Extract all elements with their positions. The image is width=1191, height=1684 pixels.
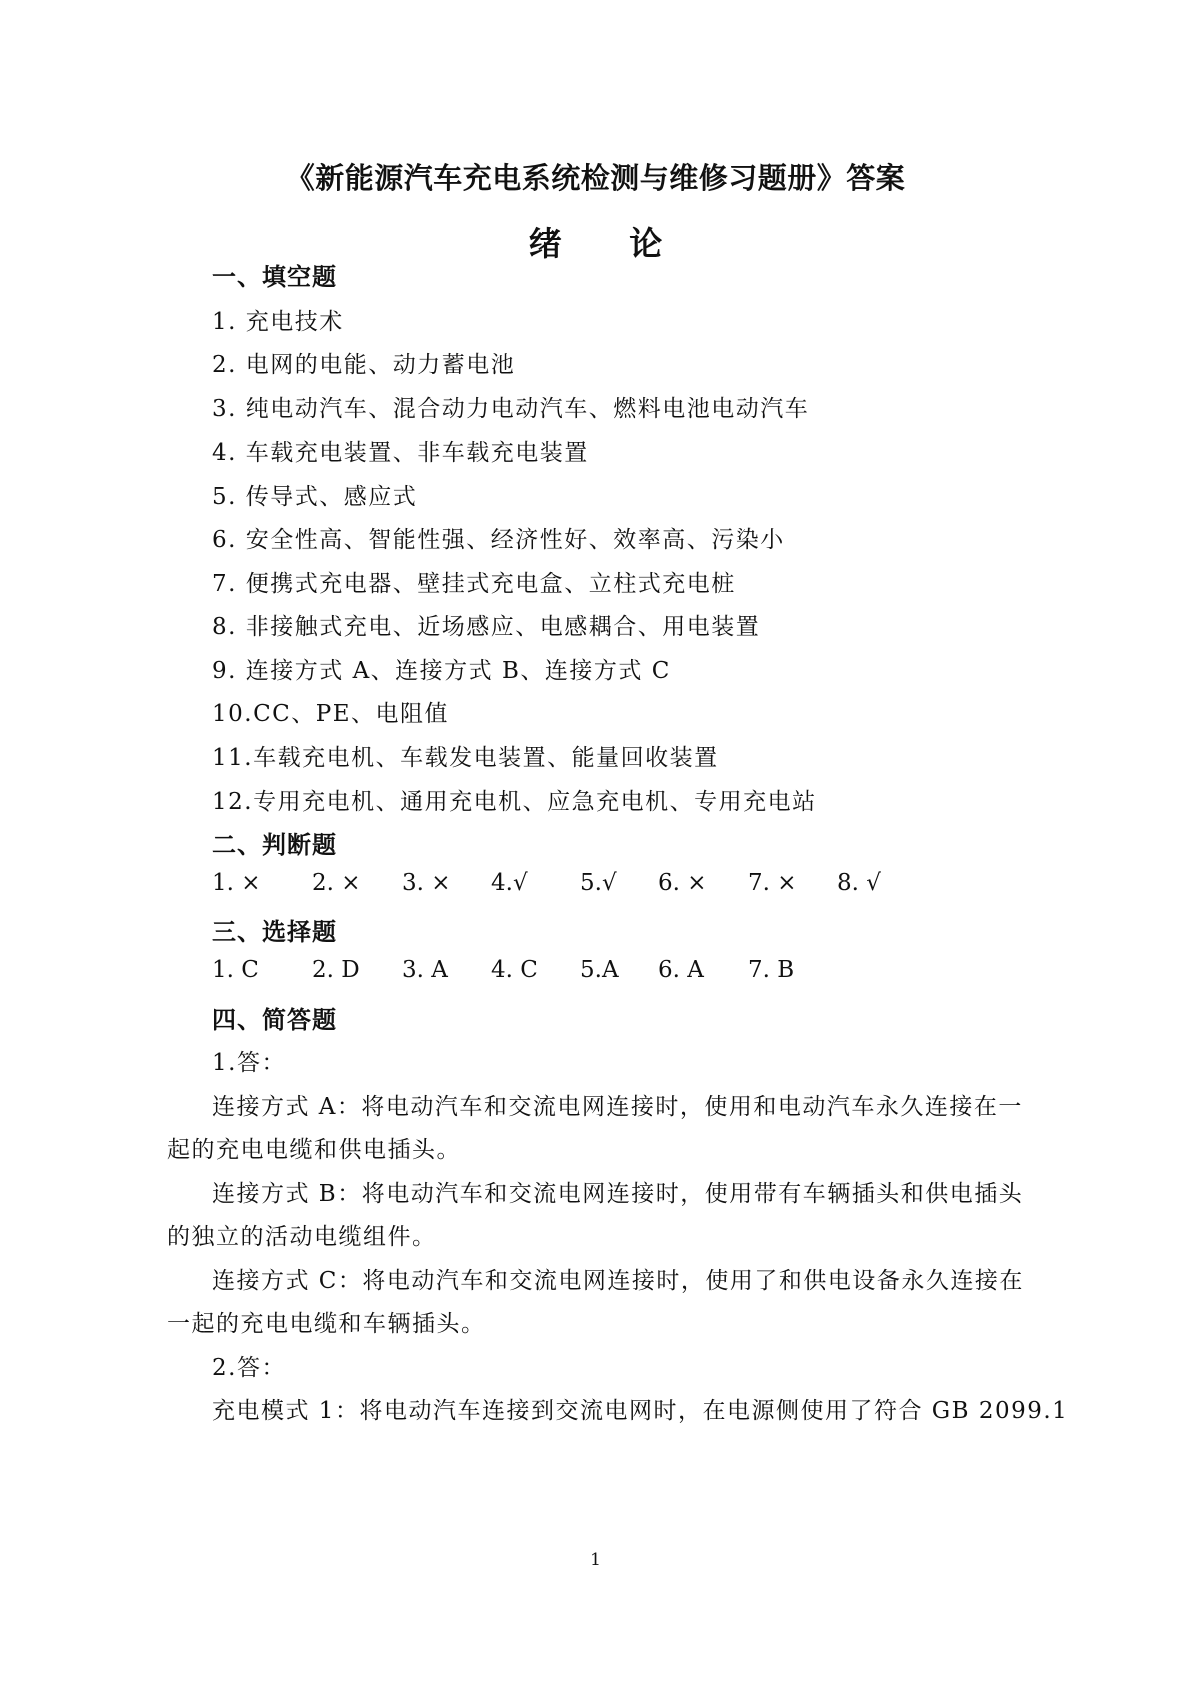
page-number: 1: [590, 1550, 601, 1570]
true-false-answer: 4.√: [491, 870, 528, 896]
choice-answer: 3. A: [402, 957, 448, 983]
fill-blank-item: 12.专用充电机、通用充电机、应急充电机、专用充电站: [212, 789, 817, 815]
fill-blank-item: 10.CC、PE、电阻值: [212, 701, 450, 727]
section-heading-short-answer: 四、简答题: [212, 1005, 337, 1034]
choice-answer: 4. C: [491, 957, 538, 983]
true-false-answer: 6. ×: [658, 870, 707, 896]
fill-blank-item: 11.车载充电机、车载发电装置、能量回收装置: [212, 745, 719, 771]
short-answer-line: 连接方式 C：将电动汽车和交流电网连接时，使用了和供电设备永久连接在: [212, 1268, 1024, 1294]
fill-blank-item: 4. 车载充电装置、非车载充电装置: [212, 440, 589, 466]
short-answer-line: 一起的充电电缆和车辆插头。: [167, 1311, 486, 1337]
true-false-answer: 3. ×: [402, 870, 451, 896]
chapter-title: 绪 论: [528, 224, 691, 263]
fill-blank-item: 1. 充电技术: [212, 309, 344, 335]
fill-blank-item: 2. 电网的电能、动力蓄电池: [212, 352, 516, 378]
fill-blank-item: 7. 便携式充电器、壁挂式充电盒、立柱式充电桩: [212, 571, 736, 597]
short-answer-line: 充电模式 1：将电动汽车连接到交流电网时，在电源侧使用了符合 GB 2099.1: [212, 1398, 1069, 1424]
fill-blank-item: 6. 安全性高、智能性强、经济性好、效率高、污染小: [212, 527, 785, 553]
choice-answer: 2. D: [312, 957, 360, 983]
true-false-answer: 7. ×: [748, 870, 797, 896]
short-answer-label: 1.答：: [212, 1050, 286, 1076]
short-answer-line: 连接方式 A：将电动汽车和交流电网连接时，使用和电动汽车永久连接在一: [212, 1094, 1023, 1120]
choice-answer: 7. B: [748, 957, 795, 983]
choice-answer: 6. A: [658, 957, 704, 983]
true-false-answer: 2. ×: [312, 870, 361, 896]
true-false-answer: 1. ×: [212, 870, 261, 896]
choice-answer: 1. C: [212, 957, 259, 983]
true-false-answer: 5.√: [580, 870, 617, 896]
section-heading-true-false: 二、判断题: [212, 830, 337, 859]
section-heading-fill-blank: 一、填空题: [212, 262, 337, 291]
fill-blank-item: 5. 传导式、感应式: [212, 484, 418, 510]
choice-answer: 5.A: [580, 957, 619, 983]
fill-blank-item: 9. 连接方式 A、连接方式 B、连接方式 C: [212, 658, 671, 684]
short-answer-label: 2.答：: [212, 1355, 286, 1381]
short-answer-line: 连接方式 B：将电动汽车和交流电网连接时，使用带有车辆插头和供电插头: [212, 1181, 1024, 1207]
fill-blank-item: 3. 纯电动汽车、混合动力电动汽车、燃料电池电动汽车: [212, 396, 810, 422]
short-answer-line: 起的充电电缆和供电插头。: [167, 1137, 461, 1163]
fill-blank-item: 8. 非接触式充电、近场感应、电感耦合、用电装置: [212, 614, 761, 640]
section-heading-choice: 三、选择题: [212, 917, 337, 946]
short-answer-line: 的独立的活动电缆组件。: [167, 1224, 437, 1250]
true-false-answer: 8. √: [837, 870, 881, 896]
book-title: 《新能源汽车充电系统检测与维修习题册》答案: [285, 161, 906, 195]
